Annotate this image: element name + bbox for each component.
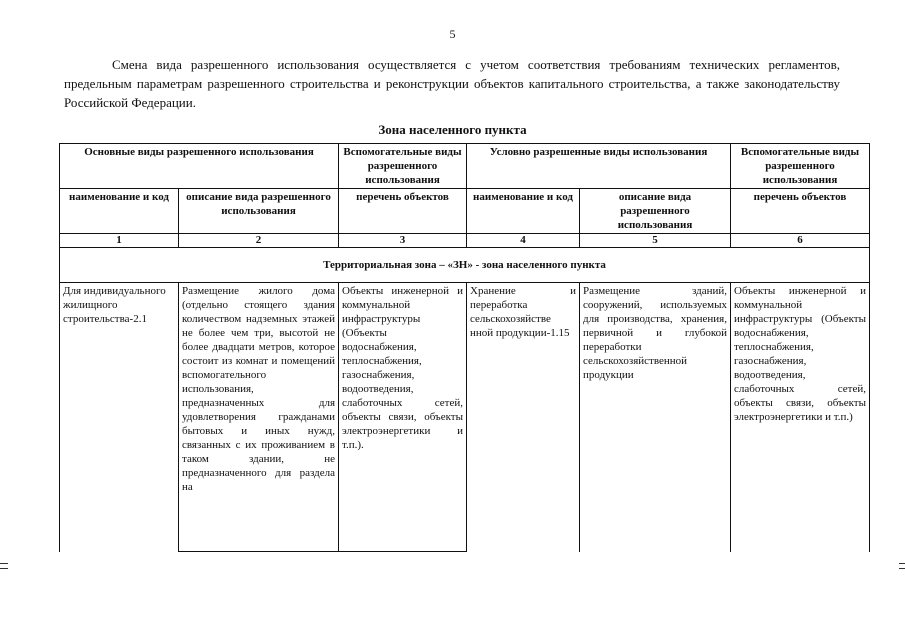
- intro-paragraph: Смена вида разрешенного использования осуществляется с учетом соответствия требованиям технических регламентов, предельным параметрам разрешенного строительства и реконструкции объектов капитального строительства, а также законодательству Российской Федерации.: [64, 57, 840, 110]
- cell-conditional-description: Размещение зданий, сооружений, используемых для производства, хранения, первичной и глубокой переработки сельскохозяйственной продукции: [580, 283, 731, 552]
- margin-mark-left: [0, 563, 8, 569]
- column-number: 6: [731, 234, 870, 248]
- header-main-uses: Основные виды разрешенного использования: [60, 144, 339, 189]
- zone-band-row: Территориальная зона – «ЗН» - зона населенного пункта: [60, 248, 870, 283]
- subheader-description-2: описание вида разрешенного использования: [580, 189, 731, 234]
- cell-use-description: Размещение жилого дома (отдельно стоящего здания количеством надземных этажей не более чем три, высотой не более двадцати метров, которое состоит из комнат и помещений вспомогательного использования, предназначенных для удовлетворения гражданами бытовых и иных нужд, связанных с их проживанием в таком здании, не предназначенного для раздела на: [179, 283, 339, 552]
- cell-conditional-name: Хранение и переработка сельскохозяйстве нной продукции-1.15: [467, 283, 580, 552]
- subheader-name-code-2: наименование и код: [467, 189, 580, 234]
- subheader-objects-list-2: перечень объектов: [731, 189, 870, 234]
- header-auxiliary-uses-1: Вспомогательные виды разрешенного использования: [339, 144, 467, 189]
- column-number: 1: [60, 234, 179, 248]
- land-use-table: [59, 143, 870, 552]
- zone-title: Зона населенного пункта: [378, 122, 527, 137]
- cell-objects-list: Объекты инженерной и коммунальной инфраструктуры (Объекты водоснабжения, теплоснабжения, газоснабжения, водоотведения, слаботочных сетей, объекты связи, объекты электроэнергетики и т.п.).: [339, 283, 467, 552]
- header-auxiliary-uses-2: Вспомогательные виды разрешенного использования: [731, 144, 870, 189]
- cell-use-name: Для индивидуального жилищного строительства-2.1: [60, 283, 179, 552]
- subheader-name-code-1: наименование и код: [60, 189, 179, 234]
- table-row: [60, 283, 870, 552]
- subheader-objects-list-1: перечень объектов: [339, 189, 467, 234]
- column-number: 2: [179, 234, 339, 248]
- page-number: 5: [449, 27, 456, 41]
- subheader-description-1: описание вида разрешенного использования: [179, 189, 339, 234]
- column-number: 4: [467, 234, 580, 248]
- cell-auxiliary-objects: Объекты инженерной и коммунальной инфраструктуры (Объекты водоснабжения, теплоснабжения, газоснабжения, водоотведения, слаботочных сетей, объекты связи, объекты электроэнергетики и т.п.): [731, 283, 870, 552]
- margin-mark-right: [899, 563, 905, 569]
- column-number: 3: [339, 234, 467, 248]
- header-conditional-uses: Условно разрешенные виды использования: [467, 144, 731, 189]
- column-number: 5: [580, 234, 731, 248]
